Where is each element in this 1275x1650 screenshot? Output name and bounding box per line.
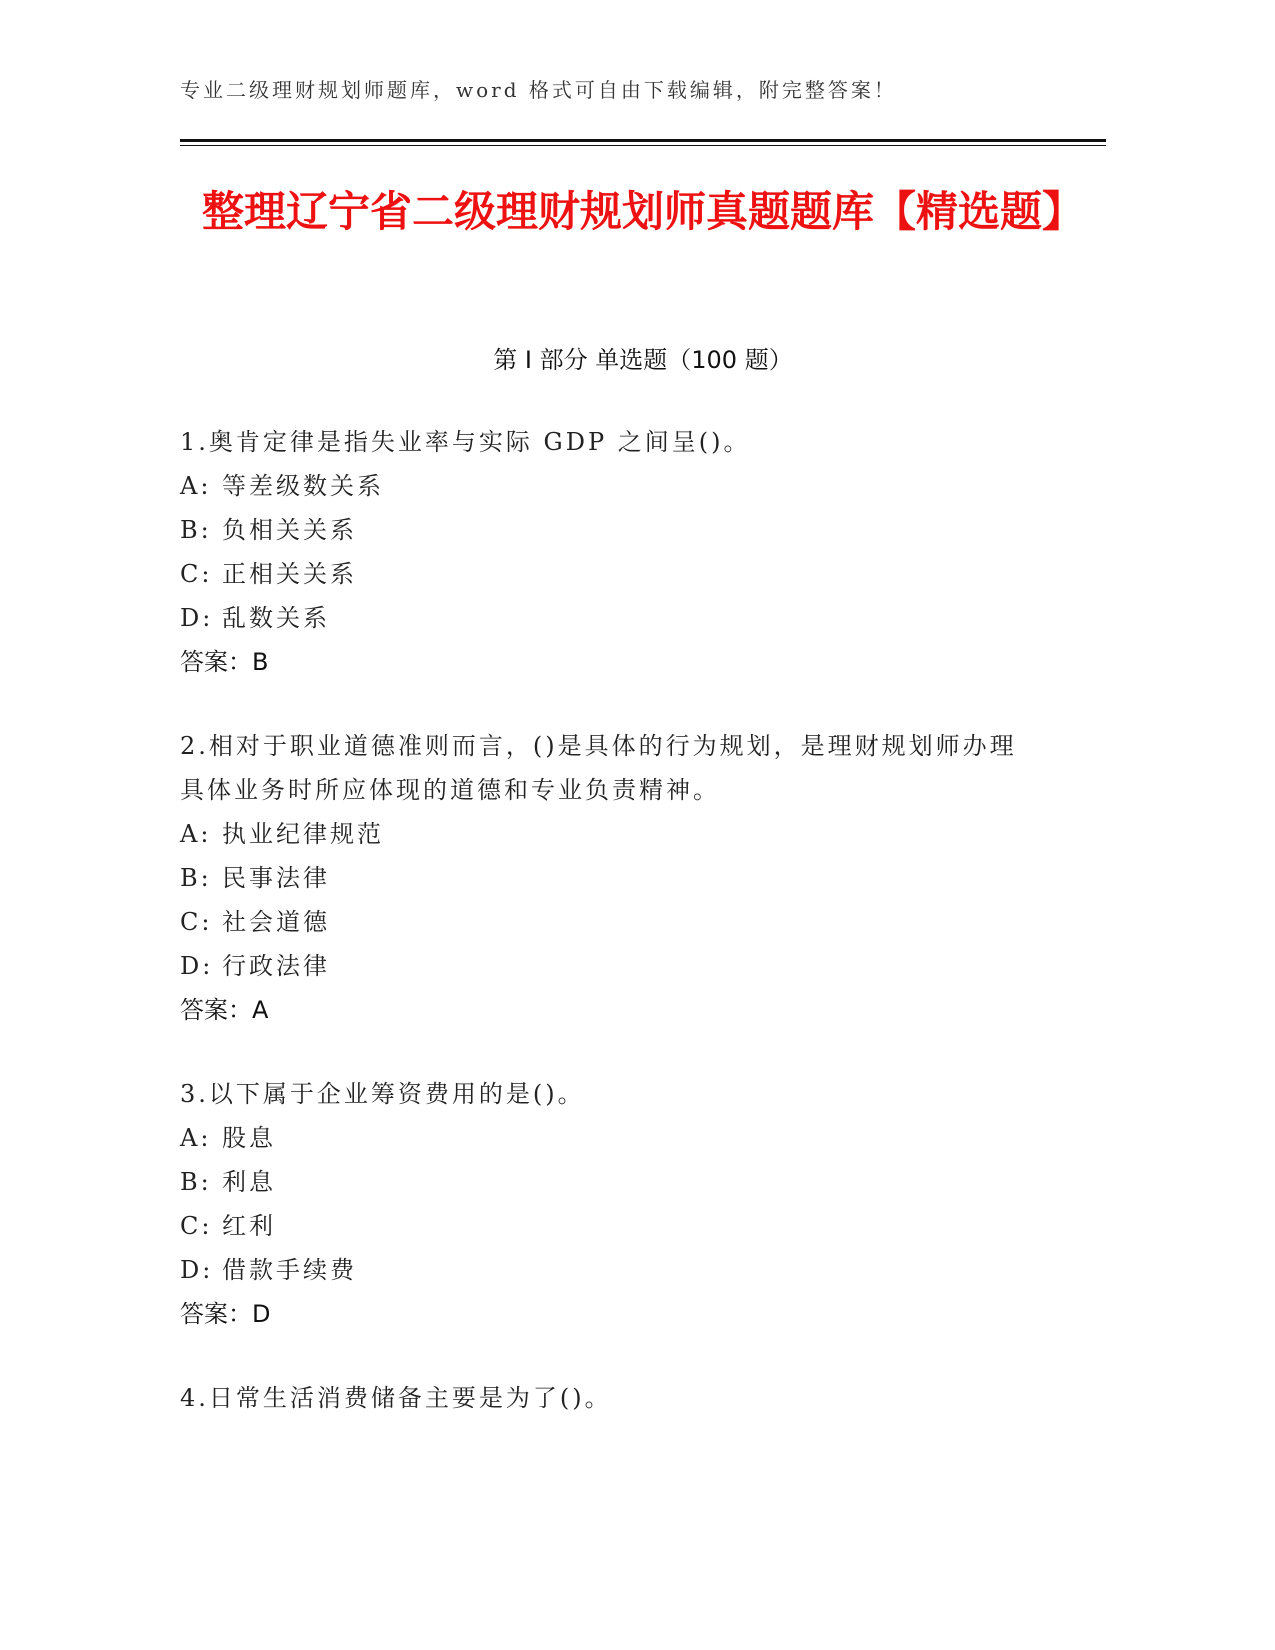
question-4 (180, 1376, 1040, 1420)
question-2 (180, 724, 1040, 1032)
question-answer: 答案：D (180, 1300, 271, 1328)
option-d (180, 596, 1040, 640)
option-a (180, 464, 1040, 508)
question-stem: 4.日常生活消费储备主要是为了()。 (180, 1384, 612, 1412)
question-3 (180, 1072, 1040, 1336)
question-1 (180, 420, 1040, 684)
option-letter: D: (180, 604, 214, 632)
option-text: 社会道德 (222, 908, 330, 936)
option-text: 等差级数关系 (222, 472, 384, 500)
option-letter: C: (180, 908, 213, 936)
option-letter: D: (180, 952, 214, 980)
option-letter: D: (180, 1256, 214, 1284)
option-letter: A: (180, 472, 212, 500)
option-b (180, 1160, 1040, 1204)
option-letter: B: (180, 864, 212, 892)
option-c (180, 552, 1040, 596)
question-answer: 答案：A (180, 996, 269, 1024)
section-heading: 第 I 部分 单选题（100 题） (493, 346, 793, 374)
option-text: 行政法律 (222, 952, 330, 980)
option-text: 利息 (222, 1168, 276, 1196)
header-divider-thick (180, 139, 1106, 142)
question-stem: 3.以下属于企业筹资费用的是()。 (180, 1080, 585, 1108)
option-a (180, 1116, 1040, 1160)
option-b (180, 856, 1040, 900)
option-letter: A: (180, 1124, 212, 1152)
header-note: 专业二级理财规划师题库，word 格式可自由下载编辑，附完整答案！ (180, 78, 897, 102)
header-divider-thin (180, 145, 1106, 146)
option-c (180, 1204, 1040, 1248)
option-text: 正相关关系 (222, 560, 357, 588)
question-list (180, 420, 1040, 1460)
option-d (180, 944, 1040, 988)
document-title: 整理辽宁省二级理财规划师真题题库【精选题】 (201, 187, 1084, 236)
option-text: 民事法律 (222, 864, 330, 892)
option-letter: C: (180, 1212, 213, 1240)
option-text: 股息 (222, 1124, 276, 1152)
option-a (180, 812, 1040, 856)
option-text: 借款手续费 (222, 1256, 357, 1284)
option-text: 执业纪律规范 (222, 820, 384, 848)
option-letter: B: (180, 516, 212, 544)
option-text: 乱数关系 (222, 604, 330, 632)
option-c (180, 900, 1040, 944)
option-d (180, 1248, 1040, 1292)
question-answer: 答案：B (180, 648, 269, 676)
option-letter: A: (180, 820, 212, 848)
question-stem: 1.奥肯定律是指失业率与实际 GDP 之间呈()。 (180, 428, 751, 456)
option-text: 红利 (222, 1212, 276, 1240)
option-text: 负相关关系 (222, 516, 357, 544)
option-letter: B: (180, 1168, 212, 1196)
option-letter: C: (180, 560, 213, 588)
option-b (180, 508, 1040, 552)
question-stem: 2.相对于职业道德准则而言，()是具体的行为规划，是理财规划师办理具体业务时所应体现的道德和专业负责精神。 (180, 732, 1017, 804)
